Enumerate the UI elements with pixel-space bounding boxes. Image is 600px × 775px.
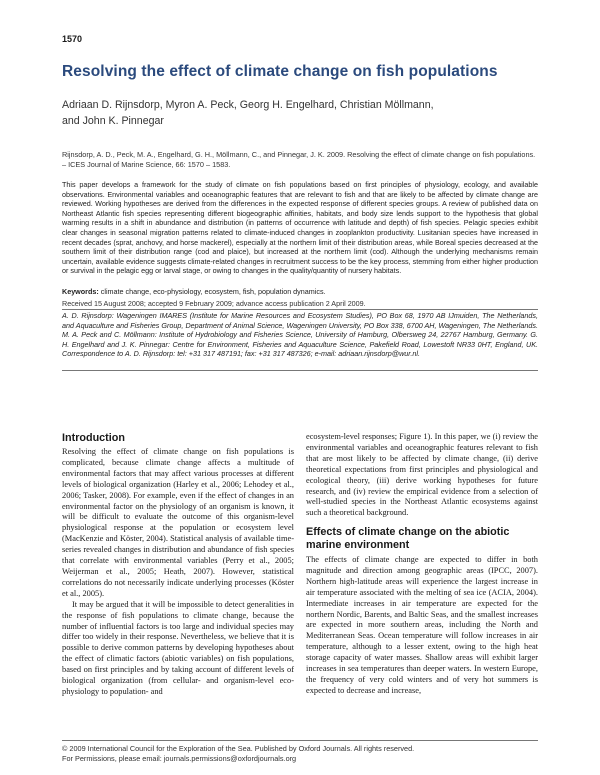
right-paragraph-1: ecosystem-level responses; Figure 1). In this paper, we (i) review the environmental variables and oceanographic features relevant to fish that are most likely to be affected by climate change, (ii) derive theoretical expectations from first principles and physiological and ecological theory, (iii) derive working hypotheses for future research, and (iv) review the empirical evidence from a selection of well-studied species in the Northeast Atlantic ecosystems against such a theoretical background. (306, 432, 538, 518)
effects-column (306, 555, 538, 697)
correspondence: A. D. Rijnsdorp: Wageningen IMARES (Institute for Marine Resources and Ecosystem Studies), PO Box 68, 1970 AB IJmuiden, The Netherlands, and Aquaculture and Fisheries Group, Department of Animal Science, Wageningen University, PO Box 338, 6700 AH, Wageningen, The Netherlands. M. A. Peck and C. Möllmann: Institute of Hydrobiology and Fisheries Science, University of Hamburg, Olbersweg 24, 22767 Hamburg, Germany. G. H. Engelhard and J. K. Pinnegar: Centre for Environment, Fisheries and Aquaculture Science, Pakefield Road, Lowestoft NR33 0HT, England, UK. Correspondence to A. D. Rijnsdorp: tel: +31 317 487191; fax: +31 317 487326; e-mail: adriaan.rijnsdorp@wur.nl. (62, 311, 538, 359)
author-list (62, 97, 532, 129)
copyright-footer (62, 744, 538, 764)
intro-paragraph-2: It may be argued that it will be impossible to detect generalities in the response of fish populations to climate change, because the number of influential factors is too large and individual species may differ too widely in their response. Nevertheless, we believe that it is possible to derive common patterns by developing hypotheses about the effect of climatic factors (abiotic variables) on fish populations, based on first principles and by taking account of different levels of biological organization (from cellular- and organism-level eco-physiology to population- and (62, 599, 294, 696)
citation: Rijnsdorp, A. D., Peck, M. A., Engelhard, G. H., Möllmann, C., and Pinnegar, J. K. 2009. Resolving the effect of climate change on fish populations. – ICES Journal of Marine Science, 66: 1570 – 1583. (62, 150, 536, 169)
divider-bottom (62, 370, 538, 371)
effects-paragraph-1: The effects of climate change are expected to differ in both magnitude and direction among geographic areas (IPCC, 2007). Northern high-latitude areas will experience the largest increase in air temperature associated with the melting of sea ice (ACIA, 2004). Intermediate increases in air temperature are expected for the northern Nordic, Barents, and Baltic Seas, and the smallest increases are expected in more southern areas, including the North and Mediterranean Seas. Ocean temperature will follow increases in air temperature, although to a lesser extent, owing to the high heat storage capacity of water masses. Shallow areas will exhibit larger increases in sea temperatures than deeper waters. In western Europe, the frequency of very cold winters and of very hot summers is expected to decrease and increase, (306, 555, 538, 695)
footer-divider (62, 740, 538, 741)
authors-line-1: Adriaan D. Rijnsdorp, Myron A. Peck, Georg H. Engelhard, Christian Möllmann, (62, 99, 434, 111)
copyright-line: © 2009 International Council for the Exploration of the Sea. Published by Oxford Journals. All rights reserved. (62, 744, 415, 753)
authors-line-2: and John K. Pinnegar (62, 115, 164, 127)
intro-heading: Introduction (62, 432, 125, 444)
right-column (306, 432, 538, 519)
received-dates: Received 15 August 2008; accepted 9 February 2009; advance access publication 2 April 2009. (62, 299, 366, 308)
paper-title: Resolving the effect of climate change on fish populations (62, 63, 498, 80)
permissions-line: For Permissions, please email: journals.permissions@oxfordjournals.org (62, 753, 297, 763)
page-number: 1570 (62, 34, 83, 44)
keywords-label: Keywords: (62, 287, 99, 296)
abstract: This paper develops a framework for the study of climate on fish populations based on first principles of physiology, ecology, and available observations. Environmental variables and oceanographic features that are relevant to fish and that are likely to be affected by climate change are reviewed. Working hypotheses are derived from the differences in the expected response of different species groups. A review of published data on Northeast Atlantic fish species representing different biogeographic affinities, habitats, and body size lends support to the hypothesis that global warming results in a shift in abundance and distribution (in patterns of occurrence with latitude and depth) of fish species. Pelagic species exhibit clear changes in seasonal migration patterns related to climate-induced changes in zooplankton productivity. Lusitanian species have increased in recent decades (sprat, anchovy, and horse mackerel), especially at the northern limit of their distribution areas, while Boreal species decreased at the southern limit of their distribution range (cod and plaice), but increased at the northern limit (cod). Although the underlying mechanisms remain uncertain, available evidence suggests climate-related changes in recruitment success to be the key process, stemming from either higher production or survival in the pelagic egg or larval stage, or owing to changes in the quality/quantity of nursery habitats. (62, 180, 538, 276)
divider-top (62, 309, 538, 310)
left-column (62, 447, 294, 698)
effects-heading: Effects of climate change on the abiotic marine environment (306, 526, 510, 551)
keywords-text: climate change, eco-physiology, ecosystem, fish, population dynamics. (100, 287, 326, 296)
keywords (62, 287, 538, 296)
intro-paragraph-1: Resolving the effect of climate change on fish populations is complicated, because climate change affects a multitude of environmental factors that may affect various processes at different levels of biological organization (Harley et al., 2006; Lehodey et al., 2006; Tasker, 2008). For example, even if the effect of changes in an environmental factor on the physiology of an organism is known, it will be difficult to evaluate the outcome of this organism-level physiological response at the population or ecosystem level (MacKenzie and Köster, 2004). Statistical analysis of available time-series revealed changes in distribution and abundance of fish species that correlate with environmental variables (Perry et al., 2005; Weijerman et al., 2005; Heath, 2007). However, statistical correlations do not necessarily indicate underlying processes (Köster et al., 2005). (62, 447, 294, 598)
